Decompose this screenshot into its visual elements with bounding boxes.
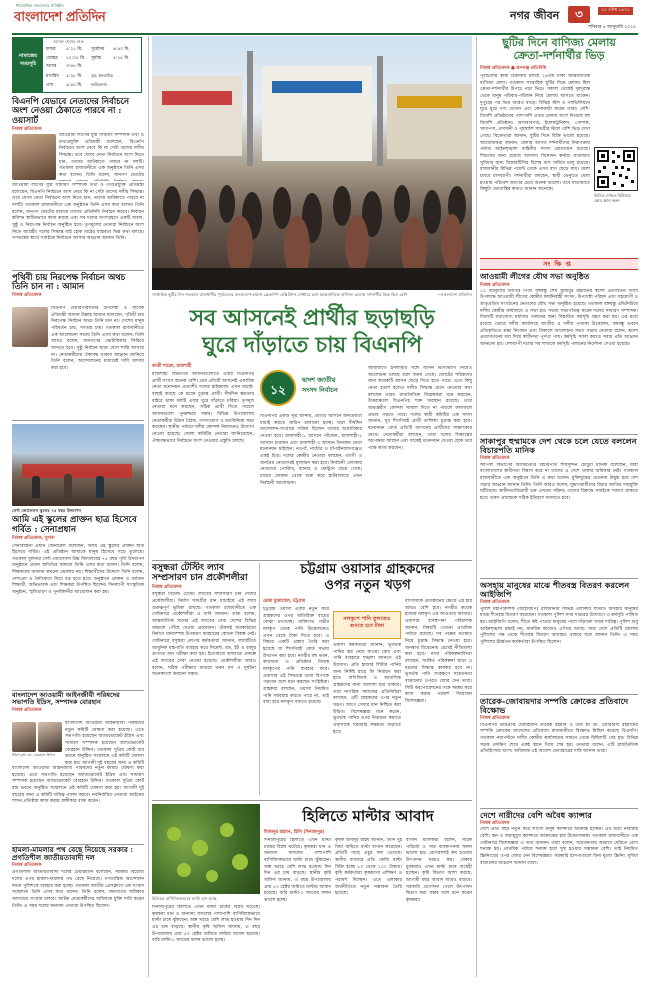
headline[interactable]: আমি এই স্কুলের প্রাক্তন ছাত্র হিসেবে গর্বিত : সেনাপ্রধান [12,515,137,535]
byline: নিজস্ব প্রতিবেদক [152,585,182,591]
story-body: আপিল বিভাগের অবসরপ্রাপ্ত বিচারপতি শামসুদ্দিন চৌধুরী মানিক বলেছেন, যারা বাংলাদেশের স্বাধীনতা বিশ্বাস করে না তাদের এ দেশে থাকার অধিকার নেই। গতকাল রাজধানীতে এক অনুষ্ঠানে তিনি এ কথা বলেন। মুক্তিযুদ্ধের চেতনায় উদ্বুদ্ধ হয়ে দেশ গড়ার আহ্বান জানান তিনি। তিনি আরও বলেন, যুদ্ধাপরাধীদের বিচার জাতির দায়মুক্তি ঘটিয়েছে। স্বাধীনতাবিরোধী চক্র এখনো সক্রিয়। তাদের বিরুদ্ধে সবাইকে সজাগ থাকতে হবে। তরুণ প্রজন্মকে সঠিক ইতিহাস জানাতে হবে। [480,462,638,501]
prayer-row: জোহর ১২:০৫ মি. সূর্যাস্ত ৫:২৫ মি. [46,55,130,61]
crowd-scene [152,36,472,290]
trade-fair-photo [152,36,472,290]
briefs-banner [480,258,638,270]
lawyer-photo-1 [12,722,36,752]
badge-text-2: সংসদ নির্বাচন [302,386,338,394]
pull-quote-line1: নলকূপে পানি তুলতেও [343,616,391,622]
prayer-row: আসর ৩:৪৫ মি. [46,64,83,70]
headline[interactable]: পৃথিবী চায় নিরপেক্ষ নির্বাচন অথচ তিনি চান না : আমান [12,272,126,292]
column-divider [259,563,260,795]
lawyer-photo-2 [38,722,62,752]
story-body: ১০ জানুয়ারি জাতির পিতা বঙ্গবন্ধু শেখ মুজিবুর রহমানের স্বদেশ প্রত্যাবর্তন দিবস উপলক্ষে আওয়ামী লীগের কেন্দ্রীয় কার্যনির্বাহী সংসদ, উপদেষ্টা পরিষদ এবং সহযোগী ও ভ্রাতৃপ্রতিম সংগঠনের নেতাদের যৌথ সভা অনুষ্ঠিত হয়েছে। গতকাল বঙ্গবন্ধু এভিনিউয়ে দলীয় কেন্দ্রীয় কার্যালয়ে এ সভা হয়। সভায় সভাপতিত্ব করেন দলের সাধারণ সম্পাদক। দিবসটি যথাযোগ্য মর্যাদায় পালনের জন্য বিস্তারিত কর্মসূচি গ্রহণ করা হয়। এর মধ্যে রয়েছে ভোরে দলীয় কার্যালয়ে জাতীয় ও দলীয় পতাকা উত্তোলন, বঙ্গবন্ধু ভবনে প্রতিকৃতিতে শ্রদ্ধা নিবেদন এবং বিকালে আলোচনা সভা। সভায় নেতারা বলেন, স্বদেশ প্রত্যাবর্তনের মধ্য দিয়ে স্বাধীনতা পূর্ণতা পায়। কর্মসূচি সফল করতে সবার প্রতি আহ্বান জানানো হয়। দেশব্যাপী দলের সব শাখাকে কর্মসূচি পালনের নির্দেশনা দেওয়া হয়েছে। [480,288,638,347]
story-body: বাংলাদেশ আওয়ামী আইনজীবী পরিষদের নতুন কমিটি ঘোষণা করা হয়েছে। এতে সভাপতি হয়েছেন অ্যাডভোকেট ইদ্রিস এবং সাধারণ সম্পাদক হয়েছেন অ্যাডভোকেট বোরহান উদ্দিন। গতকাল সুপ্রিম কোর্ট বার ভবনে অনুষ্ঠিত সম্মেলনে এই কমিটি ঘোষণা করা হয়। আগামী দুই বছরের জন্য এ কমিটি [65,721,144,765]
malta-col-2: কৃষক আবদুর রহিম জানান, তিনি দুই বিঘা জমিতে মাল্টা বাগান করেছেন। প্রতিটি গাছে প্রচুর ফল এসেছে। স্থানীয় বাজারে প্রতি কেজি মাল্টা বিক্রি হচ্ছে ৮০ থেকে ১০০ টাকায়। কৃষি কর্মকর্তারা কৃষকদের প্রশিক্ষণ ও পরামর্শ দিচ্ছেন। এতে এলাকার অর্থনীতিতে নতুন সম্ভাবনা তৈরি হয়েছে। [335,838,402,897]
qr-icon [595,148,637,190]
headline[interactable]: আওয়ামী লীগের যৌথ সভা অনুষ্ঠিত [480,272,590,281]
prayer-header: ওয়াক্ত শেষের শুরু [53,39,84,44]
malta-fruits [152,804,260,894]
byline: নিজস্ব প্রতিবেদক [480,821,510,827]
prayer-rows [46,46,141,91]
story-body: বসুন্ধরা সিমেন্ট টেস্টিং ল্যাবের সম্প্রসারণ চান দেশের প্রকৌশলীরা। নির্মাণ সামগ্রীর মান যাচাইয়ে এই ল্যাব গুরুত্বপূর্ণ ভূমিকা রাখছে। গতকাল রাজধানীতে এক সেমিনারে প্রকৌশলীরা এ দাবি জানান। তারা বলেন, আন্তর্জাতিক মানের এই ল্যাবের সেবা দেশের বিভিন্ন অঞ্চলে পৌঁছে দেওয়া প্রয়োজন। টেকসই অবকাঠামো নির্মাণে মানসম্পন্ন উপকরণ ব্যবহারের কোনো বিকল্প নেই। সেমিনারে বসুন্ধরা গ্রুপের কর্মকর্তারা জানান, ল্যাবটিতে আধুনিক যন্ত্রপাতি ব্যবহার করে সিমেন্ট, রড, ইট ও বালুর গুণগত মান পরীক্ষা করা হয়। ইতোমধ্যে হাজারো প্রকল্পে এই ল্যাবের সেবা নেওয়া হয়েছে। প্রকৌশলীরা আরও বলেন, সঠিক পরীক্ষার মাধ্যমে ভবন ধস ও দুর্ঘটনা অনেকাংশে কমানো সম্ভব। [152,592,256,678]
wasa-col-3: বাণিজ্যিক প্রতিষ্ঠানের ক্ষেত্রে এই হার আরও বেশি হবে। নগরীর কয়েক হাজার নলকূপ এর আওতায় আসবে। ওয়াসার ব্যবস্থাপনা পরিচালক জানান, বিষয়টি এখনো প্রাথমিক পর্যায়ে রয়েছে। সব পক্ষের মতামত নিয়ে চূড়ান্ত সিদ্ধান্ত নেওয়া হবে। জনস্বার্থ বিবেচনায় রেখেই নীতিমালা করা হবে। নগর পরিকল্পনাবিদরা বলছেন, সমন্বিত পরিকল্পনা ছাড়া এ ধরনের সিদ্ধান্ত কার্যকর হবে না। ভূগর্ভস্থ পানি সংরক্ষণে সচেতনতা বাড়ানোর ওপরও জোর দেন তারা। সিটি করপোরেশনের সঙ্গে সমন্বয় করে কাজ করার পরামর্শ দিয়েছেন বিশেষজ্ঞরা। [405,599,472,704]
column-divider [148,37,149,977]
brief-igp[interactable] [480,581,638,693]
story-aman[interactable] [12,273,144,418]
lead-headline-line1[interactable]: সব আসনেই প্রার্থীর ছড়াছড়ি [189,305,435,331]
story-army-chief[interactable] [12,516,144,688]
headline[interactable]: বাংলাদেশ আওয়ামী আইনজীবী পরিষদের সভাপতি ইদ্রিস, সম্পাদক বোরহান [12,691,120,707]
divider [152,800,472,801]
prayer-row: ফজর ৫:২১ মি. সূর্যোদয় ৬:৪০ মি. [46,47,130,52]
photo-caption [152,292,472,298]
masthead-rule [12,33,638,35]
wasa-col-1: চট্টগ্রাম ওয়াসা এবার নতুন করে গ্রাহকদের ওপর অতিরিক্ত ব্যয়ের বোঝা চাপাচ্ছে। ব্যক্তিগত গভীর নলকূপ থেকে পানি উত্তোলনেও এখন থেকে টাকা দিতে হবে। এ বিষয়ে একটি প্রস্তাব তৈরি করা হয়েছে যা শিগগিরই বোর্ড সভায় উত্থাপন করা হবে। নগরীর বহু ভবন, কারখানা ও প্রতিষ্ঠান নিজস্ব নলকূপের পানি ব্যবহার করে। ওয়াসার এই সিদ্ধান্তে তারা বিপাকে পড়বেন বলে মনে করছেন সংশ্লিষ্টরা। গ্রাহকরা বলছেন, ওয়াসা নিয়মিত পানি সরবরাহ করতে পারে না, তাই বাধ্য হয়ে নলকূপ বসাতে হয়েছে। [263,607,329,706]
speaker-photo [12,134,56,180]
malta-headline[interactable]: হিলিতে মাল্টার আবাদ [302,807,434,825]
story-lawyers[interactable] [12,692,144,842]
byline: নিজস্ব প্রতিবেদক [480,600,510,606]
story-bashundhara[interactable] [152,563,256,798]
headline-line1[interactable]: ছুটির দিনে বাণিজ্য মেলায় [502,36,616,49]
brief-cancer[interactable] [480,811,638,976]
divider [480,434,638,435]
byline: নিজস্ব প্রতিবেদক [480,282,510,288]
prayer-label-box [13,38,43,92]
pull-quote-line2: গুনতে হবে টাকা [349,623,385,630]
headline[interactable]: অসহায় মানুষের মাঝে শীতবস্ত্র বিতরণ করলেন আইজিপি [480,580,630,600]
brief-justice-manik[interactable] [480,437,638,577]
story-bnp-election[interactable] [12,97,144,269]
school-event-photo [12,424,144,506]
lead-col-3: জামায়াতে ইসলামীর সঙ্গে আসন ভাগাভাগি নিয়েও আলোচনা চলছে বলে জানা গেছে। জোটের শরিকদের জন্য কয়েকটি আসন ছেড়ে দিতে হতে পারে। এতে কিছু নেতা হতাশ হলেও দলীয় সিদ্ধান্ত মেনে নেওয়ার কথা বলছেন তারা। রাজনৈতিক বিশ্লেষকরা মনে করছেন, উত্তরাঞ্চলে বিএনপির শক্ত অবস্থান রয়েছে। তবে অভ্যন্তরীণ কোন্দল সামাল দিতে না পারলে ফলাফলে প্রভাব পড়তে পারে। দলের স্থায়ী কমিটির এক সদস্য জানান, খুব শিগগিরই প্রার্থী তালিকা চূড়ান্ত করা হবে। মনোনয়ন বোর্ড প্রতিটি আসনের প্রার্থীদের সাক্ষাৎকার নেবে। নেতাকর্মীরা বলছেন, তারা দলের সিদ্ধান্তের অপেক্ষায় আছেন এবং যাকেই মনোনয়ন দেওয়া হোক তার পক্ষে কাজ করবেন। [368,366,472,451]
badge-number: ১২ [270,383,286,397]
story-body: বিএনপি চেয়ারপারসনের উপদেষ্টা ও সাবেক প্রতিমন্ত্রী আমান উল্লাহ আমান বলেছেন, পৃথিবী চায় নিরপেক্ষ নির্বাচন অথচ তিনি চান না। দেশের মানুষ পরিবর্তন চায়, গণতন্ত্র চায়। গতকাল রাজধানীতে এক আলোচনা সভায় তিনি এসব কথা বলেন। তিনি আরও বলেন, জনগণের ভোটাধিকার ফিরিয়ে আনতে হবে। সুষ্ঠু নির্বাচন ছাড়া দেশে শান্তি আসবে না। নেতাকর্মীদের ঐক্যবদ্ধ থাকার আহ্বান জানিয়ে তিনি বলেন, আন্দোলনের মাধ্যমেই দাবি আদায় করা হবে। [51,306,144,371]
prayer-times-box [12,37,142,93]
story-wasa[interactable] [263,563,472,798]
pull-quote [333,611,401,639]
election-badge [260,366,360,412]
story-body: সেনাবাহিনী প্রধান জেনারেল বলেছেন, আমি এই স্কুলের প্রাক্তন ছাত্র হিসেবে গর্বিত। এই প্রতিষ্ঠান আমাকে মানুষ হিসেবে গড়ে তুলেছে। গতকাল খুলনার সেন্ট জোসেফস উচ্চ বিদ্যালয়ের ৭৫ বছর পূর্তি উদযাপন অনুষ্ঠানে প্রধান অতিথির বক্তব্যে তিনি এসব কথা বলেন। তিনি বলেন, শিক্ষকদের অবদান কখনো ভোলার নয়। শিক্ষার্থীদের উদ্দেশে তিনি বলেন, দেশপ্রেম ও নৈতিকতা নিয়ে বড় হতে হবে। অনুষ্ঠানে প্রাক্তন ও বর্তমান শিক্ষার্থী, অভিভাবক এবং শিক্ষকরা উপস্থিত ছিলেন। দিনব্যাপী সাংস্কৃতিক অনুষ্ঠান, স্মৃতিচারণ ও পুনর্মিলনীর আয়োজন করা হয়। [12,543,144,596]
wasa-col-2: ওয়াসা কর্মকর্তারা জানান, ভূগর্ভস্থ পানির স্তর নেমে যাওয়া রোধ এবং পানি ব্যবহারে শৃঙ্খলা আনতে এই উদ্যোগ। প্রতি হাজার লিটার পানির জন্য নির্দিষ্ট হারে ফি নির্ধারণ করা হবে। বাণিজ্যিক ও আবাসিক গ্রাহকদের জন্য আলাদা হার থাকবে। তবে নাগরিক সমাজের প্রতিনিধিরা বলছেন, এটি গ্রাহকদের ওপর নতুন খড়গ। আগে সেবার মান নিশ্চিত করা উচিত। বিশেষজ্ঞরা মনে করেন, ভূগর্ভস্থ পানির ওপর নির্ভরতা কমাতে ওয়াসাকে সরবরাহ সক্ষমতা বাড়াতে হবে। [333,643,401,735]
divider [480,694,638,695]
story-body: প্রগতিশীল জাতীয়তাবাদী দলের চেয়ারম্যান বলেছেন, সরকার বিরোধী দলের ওপর হামলা-মামলার পথ বেছে নিয়েছে। গণতান্ত্রিক আন্দোলন দমনে পুলিশকে ব্যবহার করা হচ্ছে। গতকাল জাতীয় প্রেসক্লাবে এক সংবাদ সম্মেলনে তিনি এসব কথা বলেন। তিনি বলেন, জনগণের অধিকার আদায়ের সংগ্রাম চলবে। আটক নেতাকর্মীদের অবিলম্বে মুক্তি দাবি করেন তিনি। এ সময় দলের অন্যান্য নেতারা উপস্থিত ছিলেন। [12,870,144,909]
headline[interactable]: বসুন্ধরা টেস্টিং ল্যাব সম্প্রসারণ চান প্রকৌশলীরা [152,563,248,584]
prayer-row: এশা ৬:৪৫ মি. ফাউন্ডেশন [46,82,107,89]
masthead [0,0,650,34]
date-line: শনিবার ৪ জানুয়ারি ২০২৫ [588,25,636,30]
story-body: বিএনপির ভারপ্রাপ্ত চেয়ারম্যান তারেক রহমান ও তার স্ত্রী ডা. জোবায়দা রহমানের সম্পত্তি ক্রোকের আদেশের প্রতিবাদে রাজধানীতে বিক্ষোভ মিছিল করেছে বিএনপি। গতকাল নয়াপল্টনে দলীয় কেন্দ্রীয় কার্যালয়ের সামনে থেকে মিছিলটি বের হয়। বিভিন্ন সড়ক প্রদক্ষিণ শেষে একই স্থানে গিয়ে শেষ হয়। নেতারা বলেন, এটি রাজনৈতিক প্রতিহিংসার অংশ। অবিলম্বে এই আদেশ প্রত্যাহারের দাবি জানান তারা। [480,722,638,755]
divider [480,808,638,809]
byline: মিজানুর রহমান, হিলি (দিনাজপুর) [264,830,325,835]
logo-tagline: ধারাবাহিক জনসেবার প্রতিষ্ঠান [16,3,64,8]
headline[interactable]: বিএনপি যেভাবে নেতাদের নির্বাচনে অংশ নেওয়া ঠেকাতে পারবে না : ওয়াসার্ট [12,96,130,125]
qr-code[interactable] [594,147,638,191]
lead-col-2: বিএনপির একটি সূত্র জানায়, প্রতিটি আসনে জনপ্রিয়তা যাচাই করতে জরিপ চালানো হচ্ছে। যারা দীর্ঘদিন আন্দোলন-সংগ্রামে সক্রিয় ছিলেন তাদের অগ্রাধিকার দেওয়া হবে। রাজশাহী-১ আসনে পাঁচজন, রাজশাহী-২ আসনে চারজন এবং রাজশাহী-৩ আসনে তিনজন নেতা মনোনয়ন চাইছেন। নওগাঁ, নাটোর ও চাঁপাইনবাবগঞ্জেও একই চিত্র। দলের কেন্দ্রীয় নেতারা বলছেন, ত্যাগী ও জনপ্রিয় নেতাদেরই মূল্যায়ন করা হবে। নির্বাচনী এলাকায় নেতাদের পোস্টার, ব্যানার ও ফেস্টুনে ছেয়ে গেছে। চায়ের দোকান থেকে শুরু করে হাটবাজারে এখন নির্বাচনী আলোচনা। [260,414,362,486]
photo-caption: হিলিতে বাণিজ্যিকভাবে মাল্টা চাষ হচ্ছে [152,896,217,901]
byline: নিজস্ব প্রতিবেদক [12,127,42,133]
brief-awami-league[interactable] [480,273,638,433]
date-line-bangla: ২০ পৌষ ১৪৩১ [598,7,633,15]
byline: রেজা মুজাম্মেল, চট্টগ্রাম [263,599,306,604]
prayer-label-line2: সময়সূচি [19,61,37,67]
byline: নিজস্ব প্রতিবেদক [480,716,510,722]
photo-credit: —বাংলাদেশ প্রতিদিন [437,292,472,297]
caption-text: সাপ্তাহিক ছুটির দিন গতকাল রাজধানীর পূর্বাচলের বাংলাদেশ-চায়না ফ্রেন্ডশিপ এক্সিবিশন সেন্টারে চলা আন্তর্জাতিক বাণিজ্য মেলায় দর্শনার্থীর ভিড় ছিল বেশি [152,292,408,297]
byline: কাজী শাহেদ, রাজশাহী [152,364,192,369]
prayer-label-line1: নামাজের [19,53,37,59]
story-body: আওয়ামী লীগের যুগ্ম সাধারণ সম্পাদক তথা ও তথ্যপ্রযুক্তি প্রতিমন্ত্রী বলেছেন, বিএনপি নির্বাচনে অংশ নেবে কি না সেটা তাদের দলীয় সিদ্ধান্ত। তবে যেসব নেতা নির্বাচনে অংশ নিতে চান, তাদের আটকাতে পারবে না দলটি। গতকাল রাজধানীতে এক অনুষ্ঠানে তিনি এসব কথা বলেন। তিনি বলেন, জনগণ ভোটের [59,133,144,178]
malta-col-3: বাগান মালিকরা বলেন, সঠিক পরিচর্যা ও সার ব্যবস্থাপনায় ফলন ভালো হয়। রোগবালাই কম হওয়ায় উৎপাদন খরচও কম। বেকার যুবকরাও এখন মাল্টা চাষে আগ্রহী হচ্ছেন। কৃষি বিভাগ আশা করছে, আগামী বছর আবাদ আরও বাড়বে। সরকারি প্রণোদনা পেলে উৎপাদন দ্বিগুণ করা সম্ভব বলে মনে করেন কৃষকরা। [406,838,472,903]
page-number-badge [568,6,590,23]
headline[interactable]: সাকাপুর হুম্মামকে দেশ থেকে চলে যেতে বললেন বিচারপতি মানিক [480,436,637,456]
photo-caption: সেন্ট জোসেফস স্কুলের ৭৫ বছর উদযাপন [12,508,82,513]
byline: নিজস্ব প্রতিবেদক [480,456,510,462]
headline[interactable]: হামলা-মামলার পথ বেছে নিয়েছে সরকার : প্রগতিশীল জাতীয়তাবাদী দল [12,845,134,863]
photo-caption: ইদ্রিস মৃধা মো. বোরহান উদ্দিন [12,753,56,757]
headline-line2[interactable]: ওপর নতুন খড়গ [324,577,411,593]
malta-lead-in: দিনাজপুরের হিলিতে এখন মাল্টা চাষের বিপ্লব ঘটেছে। কৃষকরা ধান ও অন্যান্য ফসলের পাশাপাশি বাণিজ্যিকভাবে মাল্টা চাষে ঝুঁকছেন। অল্প খরচে বেশি লাভ হওয়ায় দিন দিন এর চাষ বাড়ছে। স্থানীয় কৃষি অফিস জানায়, এ বছর উপজেলায় প্রায় ৫০ হেক্টর জমিতে মাল্টার আবাদ হয়েছে। বারি মাল্টা-১ জাতের ফলন ভালো হচ্ছে। [152,905,260,944]
qr-caption: ভিডিও দেখতে কিউআর কোড স্ক্যান করুন [594,193,631,204]
byline: নিজস্ব প্রতিবেদক, খুলনা [12,536,55,542]
byline: নিজস্ব প্রতিবেদক ● রূপগঞ্জ প্রতিনিধি [480,66,547,71]
column-divider [476,37,477,977]
headline[interactable]: তারেক-জোবায়দার সম্পত্তি ক্রোকের প্রতিবাদে বিক্ষোভ [480,696,629,716]
badge-text-1: দ্বাদশ জাতীয় [302,376,336,384]
byline: নিজস্ব প্রতিবেদক [12,292,42,298]
headline-line2[interactable]: ক্রেতা-দর্শনার্থীর ভিড় [513,49,605,63]
byline: নিজস্ব প্রতিবেদক [12,707,42,713]
speaker-photo [12,307,48,347]
lead-headline-line2[interactable]: ঘুরে দাঁড়াতে চায় বিএনপি [202,331,422,358]
divider [480,578,638,579]
headline-line1[interactable]: চট্টগ্রাম ওয়াসার গ্রাহকদের [300,562,435,577]
headline[interactable]: দেশে নারীদের বেশি অবৈধ ক্যান্সার [480,810,592,820]
story-body: পূর্বাচলের স্থায়ী ঠিকানায় চলছে ২৯তম ঢাকা আন্তর্জাতিক বাণিজ্য মেলা। গতকাল সাপ্তাহিক ছুটির দিনে মেলায় ছিল ক্রেতা-দর্শনার্থীর উপচে পড়া ভিড়। সকাল থেকেই দূরদূরান্ত থেকে মানুষ পরিবার-পরিজন নিয়ে মেলায় আসতে থাকেন। দুপুরের পর ভিড় আরও বাড়ে। বিভিন্ন স্টল ও প্যাভিলিয়নে ঘুরে ঘুরে পণ্য দেখেন এবং কেনাকাটা করেন তারা। দেশি-বিদেশি প্রতিষ্ঠানের পাশাপাশি এবার মেলায় অংশ নিয়েছে বহু বিদেশি প্রতিষ্ঠান। আসবাবপত্র, ইলেকট্রনিকস, পোশাক, খাদ্যপণ্য, প্রসাধনী ও গৃহস্থালি সামগ্রীর স্টলে বেশি ভিড় দেখা গেছে। বিক্রেতারা জানান, ছুটির দিনে বিক্রি ভালো হয়েছে। আয়োজকরা জানান, মেলায় আগত দর্শনার্থীদের নিরাপত্তায় পর্যাপ্ত আইনশৃঙ্খলা বাহিনীর সদস্য মোতায়েন রয়েছে। শিশুদের জন্য রয়েছে আলাদা বিনোদন কর্নার। যাতায়াত সুবিধার জন্য বিআরটিসির বিশেষ বাস সার্ভিস চালু রয়েছে। রাজধানীর বিভিন্ন পয়েন্ট থেকে এসব বাস ছেড়ে যায়। মেলা চলবে মাসব্যাপী। দর্শনার্থীরা বলছেন, স্থায়ী ভেন্যুতে মেলা হওয়ায় পরিবেশ আগের চেয়ে অনেক ভালো। তবে যাতায়াতে কিছুটা ভোগান্তির কথাও জানান অনেকে। [480,74,590,193]
divider [12,420,144,421]
story-body: পুলিশ মহাপরিদর্শক (আইজিপি) রাজধানীর বিভিন্ন এলাকায় শীতার্ত অসহায় মানুষের মাঝে শীতবস্ত্র বিতরণ করেছেন। গতকাল পুলিশ সদর দপ্তরের উদ্যোগে এ কর্মসূচি পালিত হয়। আইজিপি বলেন, শীতে কষ্ট পাওয়া মানুষের পাশে দাঁড়ানো সবার দায়িত্ব। পুলিশ শুধু আইনশৃঙ্খলা রক্ষাই নয়, মানবিক কাজেও এগিয়ে আছে। সারা দেশে প্রতিটি জেলায় পুলিশের পক্ষ থেকে শীতবস্ত্র বিতরণ অব্যাহত থাকবে বলে জানান তিনি। এ সময় পুলিশের ঊর্ধ্বতন কর্মকর্তারা উপস্থিত ছিলেন। [480,606,638,645]
section-title: নগর জীবন [510,9,560,22]
malta-col-1: দিনাজপুরের হিলিতে এখন মাল্টা চাষের বিপ্লব ঘটেছে। কৃষকরা ধান ও অন্যান্য ফসলের পাশাপাশি বাণিজ্যিকভাবে মাল্টা চাষে ঝুঁকছেন। অল্প খরচে বেশি লাভ হওয়ায় দিন দিন এর চাষ বাড়ছে। স্থানীয় কৃষি অফিস জানায়, এ বছর উপজেলায় প্রায় ৫০ হেক্টর জমিতে মাল্টার আবাদ হয়েছে। বারি মাল্টা-১ জাতের ফলন ভালো হচ্ছে। [264,838,331,903]
story-body-cont: বাংলাদেশ আওয়ামী আইনজীবী পরিষদের নতুন কমিটি ঘোষণা করা হয়েছে। এতে সভাপতি হয়েছেন অ্যাডভোকেট ইদ্রিস এবং সাধারণ সম্পাদক হয়েছেন অ্যাডভোকেট বোরহান উদ্দিন। গতকাল সুপ্রিম কোর্ট বার ভবনে অনুষ্ঠিত সম্মেলনে এই কমিটি ঘোষণা করা হয়। আগামী দুই বছরের জন্য এ কমিটি দায়িত্ব পালন করবে। নবনির্বাচিত নেতারা আইনের শাসন প্রতিষ্ঠায় কাজ করার অঙ্গীকার ব্যক্ত করেন। [12,766,144,805]
byline: নিজস্ব প্রতিবেদক [12,863,42,869]
logo[interactable]: বাংলাদেশ প্রতিদিন [14,10,106,25]
story-pndp[interactable] [12,846,144,976]
briefs-title-text: সংক্ষিপ্ত [543,260,575,268]
story-body: দেশে প্রতি বছর নতুন করে লাখো মানুষ ক্যান্সারে আক্রান্ত হচ্ছেন। এর মধ্যে নারীরাই বেশি। স্তন ও জরায়ুমুখ ক্যান্সারে আক্রান্তের হার উদ্বেগজনক। গতকাল রাজধানীতে এক সেমিনারে বিশেষজ্ঞরা এ তথ্য জানান। তারা বলেন, সচেতনতার অভাবে দেরিতে রোগ শনাক্ত হয়। প্রাথমিক পর্যায়ে শনাক্ত হলে সুস্থ হওয়ার সম্ভাবনা বেশি। তাই নিয়মিত স্ক্রিনিংয়ের ওপর জোর দেন বিশেষজ্ঞরা। সরকারি হাসপাতালে বিনা মূল্যে স্ক্রিনিং সুবিধা বাড়ানোর আহ্বান জানান তারা। [480,827,638,866]
divider [12,270,144,271]
page-number: ৩ [575,7,583,21]
story-trade-fair[interactable] [480,37,638,255]
story-body-cont: আওয়ামী লীগের যুগ্ম সাধারণ সম্পাদক তথা ও তথ্যপ্রযুক্তি প্রতিমন্ত্রী বলেছেন, বিএনপি নির্বাচনে অংশ নেবে কি না সেটা তাদের দলীয় সিদ্ধান্ত। তবে যেসব নেতা নির্বাচনে অংশ নিতে চান, তাদের আটকাতে পারবে না দলটি। গতকাল রাজধানীতে এক অনুষ্ঠানে তিনি এসব কথা বলেন। তিনি বলেন, জনগণ ভোটের মাধ্যমে তাদের প্রতিনিধি নির্বাচন করবে। নির্বাচন কমিশন স্বাধীনভাবে কাজ করছে এবং সব দলের অংশগ্রহণে একটি অবাধ, সুষ্ঠু ও নিরপেক্ষ নির্বাচন অনুষ্ঠিত হবে। তৃণমূলের নেতারা নির্বাচনে অংশ নিতে আগ্রহী। দলের সিদ্ধান্ত যাই হোক মাঠের বাস্তবতা ভিন্ন কথা বলছে। গণতন্ত্রের স্বার্থে সবাইকে নির্বাচনে আসার আহ্বান জানান তিনি। [12,183,144,242]
brief-tarique[interactable] [480,697,638,807]
prayer-row: মাগরিব ৫:২৮ মি. সূত্র: ইসলামিক [46,72,114,79]
divider [152,560,472,561]
badge-circle [260,370,296,406]
story-judge[interactable] [152,976,153,977]
briefs-title [480,259,638,270]
malta-photo [152,804,260,894]
lead-story[interactable] [152,306,472,558]
lead-col-1: রাজশাহী বিভাগের আসনগুলোতে এবার বিএনপির প্রার্থী সংখ্যা অনেক বেশি। প্রায় প্রতিটি আসনেই একাধিক নেতা মনোনয়ন প্রত্যাশী। দলের হাইকমান্ড এখন যাচাই-বাছাই করছে কে হবেন চূড়ান্ত প্রার্থী। দীর্ঘদিন ক্ষমতার বাইরে থাকা দলটি এবার ঘুরে দাঁড়াতে মরিয়া। তৃণমূল নেতারা মনে করছেন, সঠিক প্রার্থী দিতে পারলে আসনগুলো পুনরুদ্ধার সম্ভব। বিভিন্ন উপজেলায় নেতাকর্মীরা উঠান বৈঠক, গণসংযোগ ও মতবিনিময় সভা করছেন। স্থানীয় পর্যায়ে দলীয় কোন্দল নিরসনেও উদ্যোগ নেওয়া হয়েছে। জেলা কমিটির নেতারা জানিয়েছেন, ঐক্যবদ্ধভাবে নির্বাচনে অংশ নেওয়ার প্রস্তুতি চলছে। [152,372,254,444]
